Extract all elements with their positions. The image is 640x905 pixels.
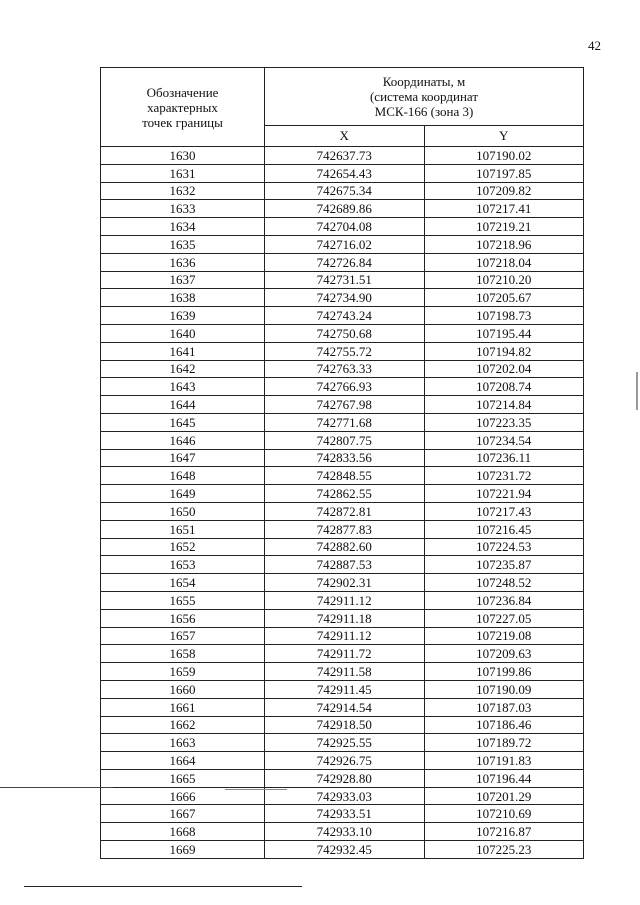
x-coordinate-cell: 742771.68 — [265, 413, 425, 431]
designation-header-line: Обозначение — [146, 84, 219, 100]
page-number: 42 — [588, 38, 601, 53]
point-number-cell: 1646 — [101, 431, 265, 449]
table-row — [101, 645, 584, 663]
y-coordinate-cell: 107210.20 — [424, 271, 584, 289]
x-coordinate-cell: 742755.72 — [265, 342, 425, 360]
coordinates-table — [100, 67, 584, 859]
y-coordinate-cell: 107218.96 — [424, 235, 584, 253]
y-coordinate-cell: 107218.04 — [424, 253, 584, 271]
y-column-header: Y — [424, 125, 584, 146]
y-coordinate-cell: 107190.09 — [424, 680, 584, 698]
table-header — [101, 68, 584, 147]
x-coordinate-cell: 742911.12 — [265, 627, 425, 645]
x-coordinate-cell: 742926.75 — [265, 752, 425, 770]
table-row — [101, 396, 584, 414]
x-coordinate-cell: 742877.83 — [265, 520, 425, 538]
table-row — [101, 556, 584, 574]
point-number-cell: 1631 — [101, 164, 265, 182]
x-coordinate-cell: 742689.86 — [265, 200, 425, 218]
y-coordinate-cell: 107225.23 — [424, 841, 584, 859]
x-coordinate-cell: 742914.54 — [265, 698, 425, 716]
table-row — [101, 574, 584, 592]
y-coordinate-cell: 107201.29 — [424, 787, 584, 805]
y-coordinate-cell: 107217.43 — [424, 502, 584, 520]
table-row — [101, 218, 584, 236]
coordinates-header-line: МСК-166 (зона 3) — [374, 103, 474, 119]
table-row — [101, 324, 584, 342]
table-row — [101, 627, 584, 645]
table-row — [101, 591, 584, 609]
table-row — [101, 502, 584, 520]
x-coordinate-cell: 742731.51 — [265, 271, 425, 289]
point-number-cell: 1652 — [101, 538, 265, 556]
designation-header — [101, 68, 265, 147]
y-coordinate-cell: 107197.85 — [424, 164, 584, 182]
point-number-cell: 1634 — [101, 218, 265, 236]
point-number-cell: 1661 — [101, 698, 265, 716]
point-number-cell: 1660 — [101, 680, 265, 698]
point-number-cell: 1666 — [101, 787, 265, 805]
x-coordinate-cell: 742704.08 — [265, 218, 425, 236]
x-coordinate-cell: 742872.81 — [265, 502, 425, 520]
table-row — [101, 823, 584, 841]
y-coordinate-cell: 107223.35 — [424, 413, 584, 431]
y-coordinate-cell: 107216.87 — [424, 823, 584, 841]
y-coordinate-cell: 107208.74 — [424, 378, 584, 396]
point-number-cell: 1649 — [101, 485, 265, 503]
point-number-cell: 1667 — [101, 805, 265, 823]
y-coordinate-cell: 107209.63 — [424, 645, 584, 663]
point-number-cell: 1647 — [101, 449, 265, 467]
x-coordinate-cell: 742637.73 — [265, 147, 425, 165]
x-coordinate-cell: 742716.02 — [265, 235, 425, 253]
coordinates-header-line: (система координат — [369, 88, 479, 104]
table-row — [101, 769, 584, 787]
table-row — [101, 200, 584, 218]
x-coordinate-cell: 742882.60 — [265, 538, 425, 556]
y-coordinate-cell: 107236.11 — [424, 449, 584, 467]
point-number-cell: 1639 — [101, 307, 265, 325]
y-coordinate-cell: 107194.82 — [424, 342, 584, 360]
table-row — [101, 182, 584, 200]
coordinates-header-line: Координаты, м — [382, 73, 466, 89]
y-coordinate-cell: 107186.46 — [424, 716, 584, 734]
point-number-cell: 1658 — [101, 645, 265, 663]
table-row — [101, 360, 584, 378]
y-coordinate-cell: 107209.82 — [424, 182, 584, 200]
x-coordinate-cell: 742911.72 — [265, 645, 425, 663]
point-number-cell: 1633 — [101, 200, 265, 218]
point-number-cell: 1640 — [101, 324, 265, 342]
table-row — [101, 716, 584, 734]
table-row — [101, 235, 584, 253]
y-coordinate-cell: 107199.86 — [424, 663, 584, 681]
point-number-cell: 1643 — [101, 378, 265, 396]
y-coordinate-cell: 107205.67 — [424, 289, 584, 307]
y-coordinate-cell: 107196.44 — [424, 769, 584, 787]
table-row — [101, 805, 584, 823]
table-row — [101, 841, 584, 859]
edge-mark — [636, 372, 638, 410]
margin-mark-line — [0, 787, 113, 788]
table-row — [101, 538, 584, 556]
point-number-cell: 1663 — [101, 734, 265, 752]
table-row — [101, 449, 584, 467]
point-number-cell: 1655 — [101, 591, 265, 609]
table-row — [101, 609, 584, 627]
table-row — [101, 734, 584, 752]
y-coordinate-cell: 107210.69 — [424, 805, 584, 823]
y-coordinate-cell: 107214.84 — [424, 396, 584, 414]
y-coordinate-cell: 107227.05 — [424, 609, 584, 627]
point-number-cell: 1668 — [101, 823, 265, 841]
y-coordinate-cell: 107216.45 — [424, 520, 584, 538]
x-coordinate-cell: 742932.45 — [265, 841, 425, 859]
x-coordinate-cell: 742763.33 — [265, 360, 425, 378]
point-number-cell: 1644 — [101, 396, 265, 414]
x-coordinate-cell: 742902.31 — [265, 574, 425, 592]
point-number-cell: 1648 — [101, 467, 265, 485]
x-coordinate-cell: 742911.18 — [265, 609, 425, 627]
point-number-cell: 1659 — [101, 663, 265, 681]
x-coordinate-cell: 742750.68 — [265, 324, 425, 342]
table-row — [101, 663, 584, 681]
footnote-rule — [24, 886, 302, 887]
table-row — [101, 147, 584, 165]
designation-header-line: характерных — [147, 99, 218, 115]
x-coordinate-cell: 742925.55 — [265, 734, 425, 752]
designation-header-line: точек границы — [142, 114, 223, 130]
y-coordinate-cell: 107234.54 — [424, 431, 584, 449]
table-row — [101, 271, 584, 289]
margin-mark-line — [225, 789, 287, 790]
y-coordinate-cell: 107195.44 — [424, 324, 584, 342]
point-number-cell: 1653 — [101, 556, 265, 574]
y-coordinate-cell: 107221.94 — [424, 485, 584, 503]
table-row — [101, 378, 584, 396]
y-coordinate-cell: 107231.72 — [424, 467, 584, 485]
y-coordinate-cell: 107202.04 — [424, 360, 584, 378]
x-coordinate-cell: 742911.12 — [265, 591, 425, 609]
y-coordinate-cell: 107235.87 — [424, 556, 584, 574]
x-coordinate-cell: 742848.55 — [265, 467, 425, 485]
table-row — [101, 698, 584, 716]
point-number-cell: 1669 — [101, 841, 265, 859]
point-number-cell: 1665 — [101, 769, 265, 787]
x-coordinate-cell: 742933.10 — [265, 823, 425, 841]
y-coordinate-cell: 107248.52 — [424, 574, 584, 592]
point-number-cell: 1638 — [101, 289, 265, 307]
x-coordinate-cell: 742933.51 — [265, 805, 425, 823]
table-row — [101, 342, 584, 360]
y-coordinate-cell: 107189.72 — [424, 734, 584, 752]
x-coordinate-cell: 742933.03 — [265, 787, 425, 805]
x-coordinate-cell: 742887.53 — [265, 556, 425, 574]
y-coordinate-cell: 107190.02 — [424, 147, 584, 165]
point-number-cell: 1664 — [101, 752, 265, 770]
x-coordinate-cell: 742833.56 — [265, 449, 425, 467]
table-row — [101, 413, 584, 431]
y-coordinate-cell: 107224.53 — [424, 538, 584, 556]
x-coordinate-cell: 742675.34 — [265, 182, 425, 200]
point-number-cell: 1656 — [101, 609, 265, 627]
table-row — [101, 467, 584, 485]
x-coordinate-cell: 742911.45 — [265, 680, 425, 698]
table-row — [101, 520, 584, 538]
x-coordinate-cell: 742928.80 — [265, 769, 425, 787]
x-coordinate-cell: 742862.55 — [265, 485, 425, 503]
y-coordinate-cell: 107236.84 — [424, 591, 584, 609]
y-coordinate-cell: 107191.83 — [424, 752, 584, 770]
point-number-cell: 1657 — [101, 627, 265, 645]
coordinates-header — [265, 68, 584, 126]
table-row — [101, 289, 584, 307]
x-coordinate-cell: 742734.90 — [265, 289, 425, 307]
point-number-cell: 1637 — [101, 271, 265, 289]
point-number-cell: 1630 — [101, 147, 265, 165]
x-coordinate-cell: 742918.50 — [265, 716, 425, 734]
point-number-cell: 1642 — [101, 360, 265, 378]
y-coordinate-cell: 107219.08 — [424, 627, 584, 645]
y-coordinate-cell: 107219.21 — [424, 218, 584, 236]
table-row — [101, 752, 584, 770]
point-number-cell: 1632 — [101, 182, 265, 200]
table-row — [101, 680, 584, 698]
point-number-cell: 1641 — [101, 342, 265, 360]
point-number-cell: 1651 — [101, 520, 265, 538]
y-coordinate-cell: 107198.73 — [424, 307, 584, 325]
x-coordinate-cell: 742726.84 — [265, 253, 425, 271]
table-row — [101, 307, 584, 325]
x-coordinate-cell: 742911.58 — [265, 663, 425, 681]
y-coordinate-cell: 107187.03 — [424, 698, 584, 716]
point-number-cell: 1654 — [101, 574, 265, 592]
x-coordinate-cell: 742766.93 — [265, 378, 425, 396]
table-row — [101, 485, 584, 503]
point-number-cell: 1645 — [101, 413, 265, 431]
x-coordinate-cell: 742767.98 — [265, 396, 425, 414]
table-row — [101, 253, 584, 271]
table-body — [101, 147, 584, 859]
table-row — [101, 787, 584, 805]
x-coordinate-cell: 742654.43 — [265, 164, 425, 182]
point-number-cell: 1662 — [101, 716, 265, 734]
table-row — [101, 431, 584, 449]
x-column-header: X — [265, 125, 425, 146]
x-coordinate-cell: 742807.75 — [265, 431, 425, 449]
point-number-cell: 1635 — [101, 235, 265, 253]
y-coordinate-cell: 107217.41 — [424, 200, 584, 218]
x-coordinate-cell: 742743.24 — [265, 307, 425, 325]
table-row — [101, 164, 584, 182]
point-number-cell: 1636 — [101, 253, 265, 271]
point-number-cell: 1650 — [101, 502, 265, 520]
